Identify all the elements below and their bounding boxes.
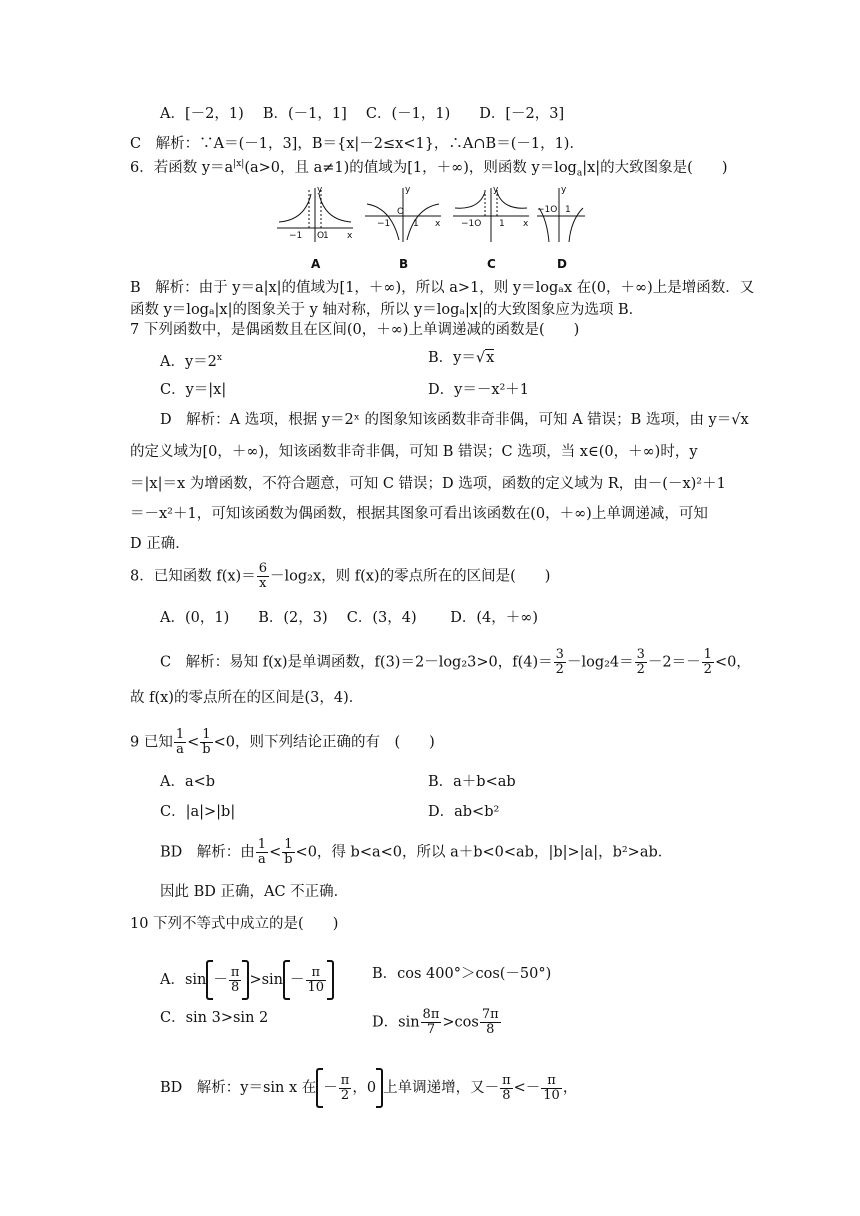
svg-text:x: x: [523, 219, 529, 229]
q7-option-d: D．y＝－x²＋1: [428, 382, 530, 398]
svg-text:x: x: [347, 231, 353, 241]
q9-option-d: D．ab<b²: [428, 804, 500, 820]
q7-answer-2: 的定义域为[0，＋∞)，知该函数非奇非偶，可知 B 错误；C 选项，当 x∈(0，＋∞)时，y: [130, 444, 698, 460]
q7-answer-3: ＝|x|＝x 为增函数，不符合题意，可知 C 错误；D 选项，函数的定义域为 R，由－(－x)²＋1: [130, 476, 726, 492]
q6-graph-options: [275, 180, 585, 272]
svg-text:O: O: [317, 231, 325, 241]
svg-text:−1O: −1O: [461, 219, 482, 229]
q7-option-c: C．y＝|x|: [160, 382, 227, 398]
q10-stem: 10 下列不等式中成立的是( ): [130, 916, 339, 932]
q8-answer-1: C 解析：易知 f(x)是单调函数，f(3)＝2－log₂3>0，f(4)＝ $\frac{3}{2}$ －log₂4＝ $\frac{3}{2}$ －2＝－ $\frac{1}{2}$ <0，: [160, 647, 751, 677]
q8-answer-2: 故 f(x)的零点所在的区间是(3，4)．: [130, 690, 364, 706]
graph-c: [453, 188, 529, 242]
svg-text:1: 1: [323, 231, 329, 241]
q9-stem: 9 已知 $\frac{1}{a}$ < $\frac{1}{b}$ <0，则下列结论正确的有 ( ): [130, 727, 435, 757]
svg-text:y: y: [561, 185, 567, 195]
graph-label-b: B: [399, 257, 409, 271]
graph-label-c: C: [487, 257, 496, 271]
q9-option-c: C．|a|>|b|: [160, 804, 236, 820]
q9-answer-2: 因此 BD 正确，AC 不正确．: [160, 884, 349, 900]
q5-options: A．[－2，1) B．(－1，1] C．(－1，1) D．[－2，3]: [160, 106, 565, 122]
svg-text:1: 1: [413, 219, 419, 229]
q6-answer-line2: 函数 y＝logₐ|x|的图象关于 y 轴对称，所以 y＝logₐ|x|的大致图象应为选项 B．: [130, 302, 644, 318]
svg-text:1: 1: [565, 205, 571, 215]
q7-answer-4: ＝－x²＋1，可知该函数为偶函数，根据其图象可看出该函数在(0，＋∞)上单调递减，可知: [130, 506, 708, 522]
svg-text:y: y: [405, 185, 411, 195]
q8-stem: 8．已知函数 f(x)＝ $\frac{6}{x}$ －log₂x，则 f(x)的零点所在的区间是( ): [130, 561, 551, 591]
q5-answer: C 解析：∵A＝(－1，3]，B＝{x|－2≤x<1}，∴A∩B＝(－1，1)．: [130, 136, 584, 152]
q10-option-b: B．cos 400°＞cos(－50°): [372, 966, 552, 982]
svg-text:y: y: [317, 185, 323, 195]
q9-answer-1: BD 解析：由 $\frac{1}{a}$ < $\frac{1}{b}$ <0，得 b<a<0，所以 a＋b<0<ab，|b|>|a|，b²>ab．: [160, 837, 673, 867]
q8-options: A．(0，1) B．(2，3) C．(3，4) D．(4，＋∞): [160, 610, 538, 626]
q10-answer: BD 解析：y＝sin x 在 － $\frac{\pi}{2}$ ，0 上单调递增，又－ $\frac{\pi}{8}$ <－ $\frac{\pi}{10}$ ，: [160, 1068, 577, 1108]
q10-option-a: A．sin － $\frac{\pi}{8}$ >sin － $\frac{\pi}{10}$: [160, 960, 334, 1000]
svg-text:y: y: [493, 185, 499, 195]
svg-text:−1: −1: [289, 231, 303, 241]
svg-text:O: O: [397, 207, 405, 217]
q7-option-b: B．y＝√x: [428, 350, 495, 366]
q10-option-d: D．sin $\frac{8\pi}{7}$ >cos $\frac{7\pi}{8}$: [372, 1007, 499, 1037]
graph-label-a: A: [311, 257, 321, 271]
q7-answer-1: D 解析：A 选项，根据 y＝2ˣ 的图象知该函数非奇非偶，可知 A 错误；B 选项，由 y＝√x: [160, 412, 749, 428]
graph-label-d: D: [557, 257, 567, 271]
svg-text:1: 1: [499, 219, 505, 229]
svg-text:x: x: [435, 219, 441, 229]
q6-answer-line1: B 解析：由于 y＝a|x|的值域为[1，＋∞)，所以 a>1，则 y＝logₐx 在(0，＋∞)上是增函数．又: [130, 280, 755, 296]
q9-option-a: A．a<b: [160, 774, 216, 790]
svg-text:−1: −1: [377, 219, 391, 229]
q7-answer-5: D 正确．: [130, 536, 190, 552]
q7-option-a: A．$y=2^x$: [160, 353, 222, 370]
q6-stem: 6．若函数 $y=a^{|x|}(a>0$，且 a≠1)的值域为[1，＋∞)，则函数 $y=\log_a|x|$的大致图象是( ): [130, 159, 728, 179]
q10-option-c: C．sin 3>sin 2: [160, 1010, 269, 1026]
q7-stem: 7 下列函数中，是偶函数且在区间(0，＋∞)上单调递减的函数是( ): [130, 322, 580, 338]
q9-option-b: B．a＋b<ab: [428, 774, 516, 790]
graph-d: [537, 188, 585, 242]
svg-text:−1O: −1O: [537, 205, 558, 215]
